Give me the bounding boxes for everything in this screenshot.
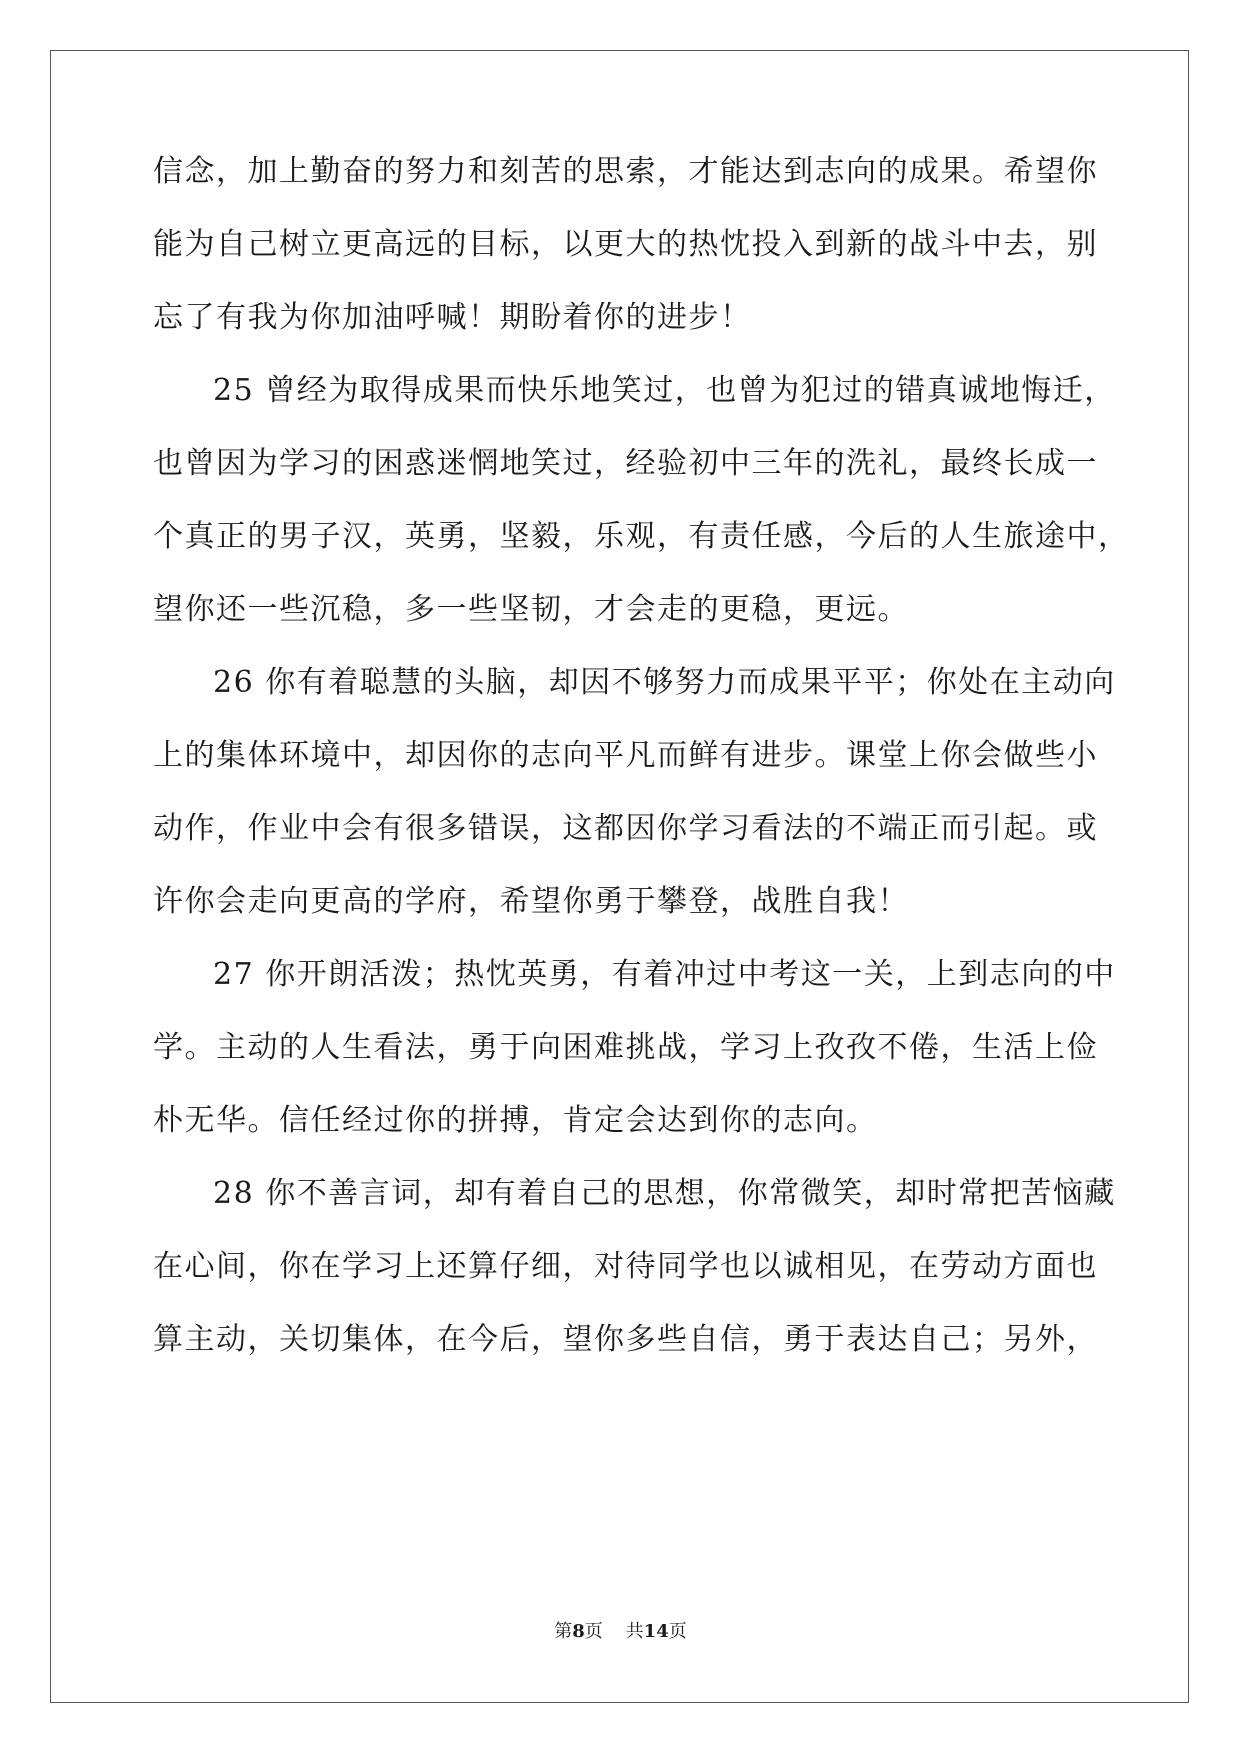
text-line: 上的集体环境中，却因你的志向平凡而鲜有进步。课堂上你会做些小 [153, 738, 1098, 773]
footer-page-suffix: 页 [584, 1621, 603, 1642]
paragraph-27-start: 27 你开朗活泼；热忱英勇，有着冲过中考这一关，上到志向的中 [213, 957, 1116, 992]
paragraph-25-start: 25 曾经为取得成果而快乐地笑过，也曾为犯过的错真诚地悔迁， [213, 373, 1116, 408]
text-line: 个真正的男子汉，英勇，坚毅，乐观，有责任感，今后的人生旅途中， [153, 519, 1130, 554]
text-line: 算主动，关切集体，在今后，望你多些自信，勇于表达自己；另外， [153, 1322, 1098, 1357]
text-line: 学。主动的人生看法，勇于向困难挑战，学习上孜孜不倦，生活上俭 [153, 1030, 1098, 1065]
footer-total-pages: 14 [643, 1621, 669, 1642]
footer-total-prefix: 共 [625, 1621, 644, 1642]
text-line: 信念，加上勤奋的努力和刻苦的思索，才能达到志向的成果。希望你 [153, 154, 1098, 189]
text-line: 忘了有我为你加油呼喊！期盼着你的进步！ [153, 300, 752, 335]
footer-total-suffix: 页 [668, 1621, 687, 1642]
text-line: 也曾因为学习的困惑迷惘地笑过，经验初中三年的洗礼，最终长成一 [153, 446, 1098, 481]
text-line: 在心间，你在学习上还算仔细，对待同学也以诚相见，在劳动方面也 [153, 1249, 1098, 1284]
text-line: 能为自己树立更高远的目标，以更大的热忱投入到新的战斗中去，别 [153, 227, 1098, 262]
page-footer [0, 1620, 1241, 1644]
text-line: 动作，作业中会有很多错误，这都因你学习看法的不端正而引起。或 [153, 811, 1098, 846]
text-line: 许你会走向更高的学府，希望你勇于攀登，战胜自我！ [153, 884, 909, 919]
footer-page-prefix: 第 [554, 1621, 573, 1642]
footer-page-number: 8 [572, 1621, 585, 1642]
paragraph-28-start: 28 你不善言词，却有着自己的思想，你常微笑，却时常把苦恼藏 [213, 1176, 1116, 1211]
text-line: 望你还一些沉稳，多一些坚韧，才会走的更稳，更远。 [153, 592, 909, 627]
text-line: 朴无华。信任经过你的拼搏，肯定会达到你的志向。 [153, 1103, 878, 1138]
paragraph-26-start: 26 你有着聪慧的头脑，却因不够努力而成果平平；你处在主动向 [213, 665, 1116, 700]
